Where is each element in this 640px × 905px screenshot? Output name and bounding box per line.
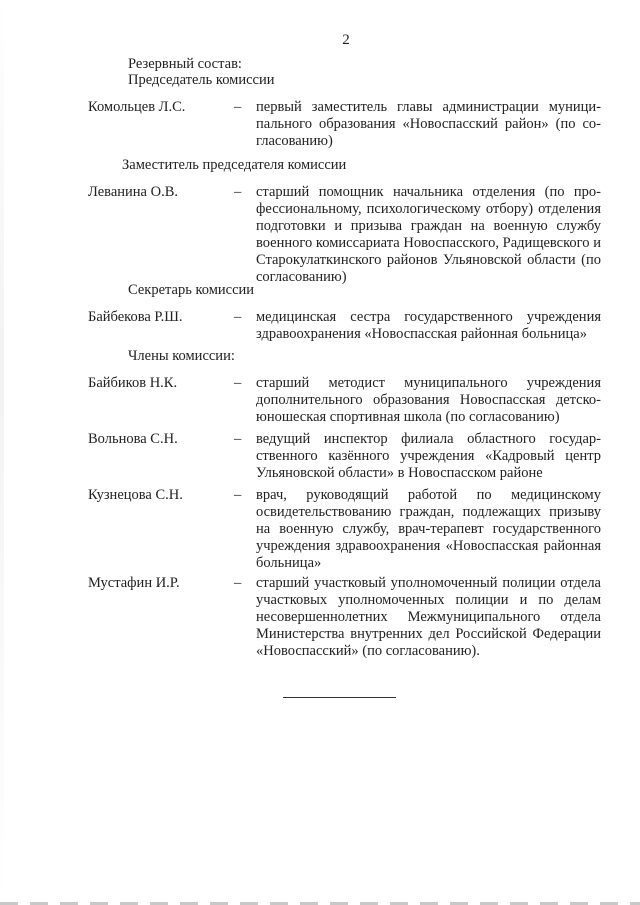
person-description: старший методист муниципального учреждения дополнительного образования Новоспасская детско-юношеская спортивная школа (по согласованию) bbox=[256, 375, 601, 425]
person-description: старший помощник начальника отделения (по профессиональному, психологическому отбору) отделения подготовки и призыва граждан на военную службу военного комиссариата Новоспасского, Радищевского и Старокулаткинского районов Ульяновской области (по согласованию) bbox=[256, 184, 601, 285]
closing-divider-line bbox=[283, 697, 396, 698]
person-description: врач, руководящий работой по медицинскому освидетельствованию граждан, подлежащих призыву на военную службу, врач-терапевт государственного учреждения здравоохранения «Новоспасская районная больница» bbox=[256, 487, 601, 571]
person-description: старший участковый уполномоченный полиции отдела участковых уполномоченных полиции и по делам несовершеннолетних Межмуниципального отдела Министерства внутренних дел Российской Федерации «Новоспасский» (по согласованию). bbox=[256, 575, 601, 659]
page-number: 2 bbox=[342, 32, 350, 48]
reserve-composition-heading: Резервный состав: bbox=[128, 56, 242, 72]
person-description: первый заместитель главы администрации муниципального образования «Новоспасский район» (по согласованию) bbox=[256, 99, 601, 149]
scan-edge-artifact bbox=[0, 0, 4, 905]
dash-separator: – bbox=[234, 99, 242, 115]
dash-separator: – bbox=[234, 309, 242, 325]
person-name: Кузнецова С.Н. bbox=[88, 487, 183, 503]
dash-separator: – bbox=[234, 431, 242, 447]
person-description: ведущий инспектор филиала областного государственного казённого учреждения «Кадровый центр Ульяновской области» в Новоспасском районе bbox=[256, 431, 601, 481]
dash-separator: – bbox=[234, 575, 242, 591]
person-name: Комольцев Л.С. bbox=[88, 99, 186, 115]
chairman-heading: Председатель комиссии bbox=[128, 72, 275, 88]
person-name: Байбекова Р.Ш. bbox=[88, 309, 183, 325]
members-heading: Члены комиссии: bbox=[128, 348, 235, 364]
dash-separator: – bbox=[234, 184, 242, 200]
dash-separator: – bbox=[234, 375, 242, 391]
deputy-heading: Заместитель председателя комиссии bbox=[122, 157, 347, 173]
person-name: Мустафин И.Р. bbox=[88, 575, 180, 591]
person-name: Байбиков Н.К. bbox=[88, 375, 178, 391]
person-name: Леванина О.В. bbox=[88, 184, 178, 200]
person-name: Вольнова С.Н. bbox=[88, 431, 178, 447]
person-description: медицинская сестра государственного учреждения здравоохранения «Новоспасская районная больница» bbox=[256, 309, 601, 342]
dash-separator: – bbox=[234, 487, 242, 503]
secretary-heading: Секретарь комиссии bbox=[128, 282, 255, 298]
